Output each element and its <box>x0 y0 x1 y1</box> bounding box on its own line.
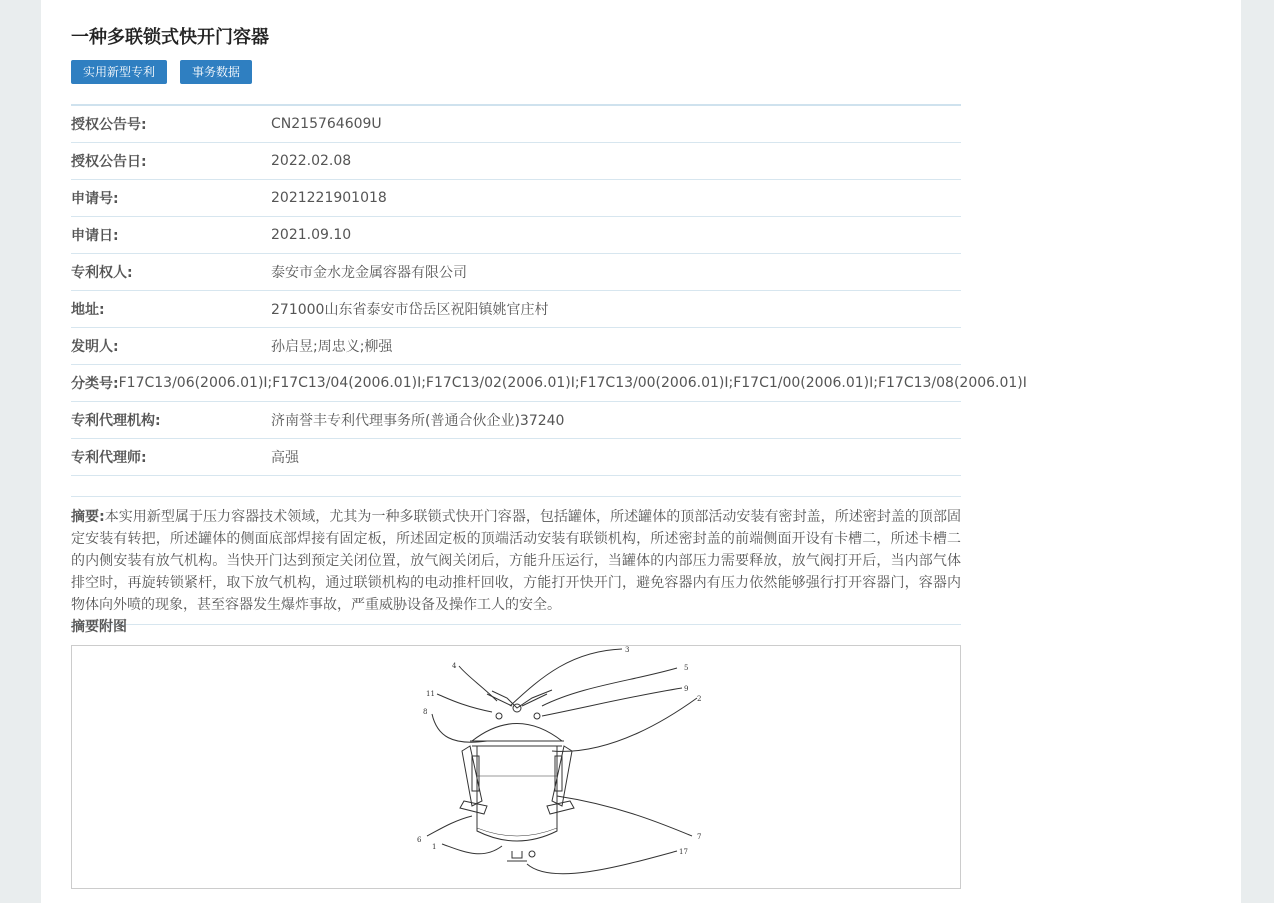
field-value: 济南誉丰专利代理事务所(普通合伙企业)37240 <box>271 413 565 429</box>
field-value: 271000山东省泰安市岱岳区祝阳镇姚官庄村 <box>271 302 549 318</box>
abstract-label: 摘要: <box>71 509 105 525</box>
abstract-section <box>71 496 961 625</box>
svg-text:7: 7 <box>697 833 702 841</box>
field-label: 专利权人: <box>71 265 133 281</box>
field-row-classification <box>71 365 1027 402</box>
field-label: 地址: <box>71 302 105 318</box>
field-row-patentee <box>71 254 961 291</box>
patent-info-table <box>71 104 1027 476</box>
field-value: 高强 <box>271 450 299 466</box>
svg-text:3: 3 <box>625 646 630 654</box>
field-value: 2021221901018 <box>271 190 387 206</box>
field-value: 泰安市金水龙金属容器有限公司 <box>271 265 467 281</box>
svg-text:6: 6 <box>417 836 422 844</box>
field-label: 申请号: <box>71 191 119 207</box>
svg-text:5: 5 <box>684 664 689 672</box>
field-row-agency <box>71 402 961 439</box>
field-label: 分类号: <box>71 376 119 392</box>
field-value: F17C13/06(2006.01)I;F17C13/04(2006.01)I;F17C13/02(2006.01)I;F17C13/00(2006.01)I;F17C1/00(2006.01)I;F17C13/08(2006.01)I <box>118 375 1027 391</box>
field-row-application-number <box>71 180 961 217</box>
vessel-drawing-image <box>392 646 702 886</box>
svg-text:4: 4 <box>452 662 457 670</box>
field-label: 专利代理机构: <box>71 413 161 429</box>
svg-text:1: 1 <box>432 843 437 851</box>
field-row-address <box>71 291 961 328</box>
field-row-inventors <box>71 328 961 365</box>
svg-text:2: 2 <box>697 695 702 703</box>
page <box>41 0 1241 903</box>
field-row-application-date <box>71 217 961 254</box>
field-value: 孙启昱;周忠义;柳强 <box>271 339 393 355</box>
abstract-text: 本实用新型属于压力容器技术领域，尤其为一种多联锁式快开门容器，包括罐体，所述罐体的顶部活动安装有密封盖，所述密封盖的顶部固定安装有转把，所述罐体的侧面底部焊接有固定板，所述固定板的顶端活动安装有联锁机构，所述密封盖的前端侧面开设有卡槽二，所述卡槽二的内侧安装有放气机构。当快开门达到预定关闭位置，放气阀关闭后，方能升压运行，当罐体的内部压力需要释放，放气阀打开后，当内部气体排空时，再旋转锁紧杆，取下放气机构，通过联锁机构的电动推杆回收，方能打开快开门，避免容器内有压力依然能够强行打开容器门，容器内物体向外喷的现象，甚至容器发生爆炸事故，严重威胁设备及操作工人的安全。 <box>71 509 961 613</box>
page-title: 一种多联锁式快开门容器 <box>71 27 269 48</box>
utility-model-tag-button[interactable]: 实用新型专利 <box>71 60 167 84</box>
field-label: 申请日: <box>71 228 119 244</box>
svg-text:9: 9 <box>684 685 689 693</box>
field-row-grant-date <box>71 143 961 180</box>
field-row-agent <box>71 439 961 476</box>
field-value: 2021.09.10 <box>271 227 352 243</box>
field-row-grant-number <box>71 106 961 143</box>
field-label: 授权公告日: <box>71 154 147 170</box>
abstract-figure-title: 摘要附图 <box>71 619 127 635</box>
field-label: 专利代理师: <box>71 450 147 466</box>
transaction-data-tag-button[interactable]: 事务数据 <box>180 60 252 84</box>
svg-text:8: 8 <box>423 708 428 716</box>
svg-text:11: 11 <box>426 690 435 698</box>
field-label: 授权公告号: <box>71 117 147 133</box>
tag-bar <box>71 60 252 84</box>
abstract-figure <box>71 645 961 889</box>
svg-text:17: 17 <box>679 848 688 856</box>
field-value: 2022.02.08 <box>271 153 352 169</box>
field-label: 发明人: <box>71 339 119 355</box>
field-value: CN215764609U <box>271 116 382 132</box>
